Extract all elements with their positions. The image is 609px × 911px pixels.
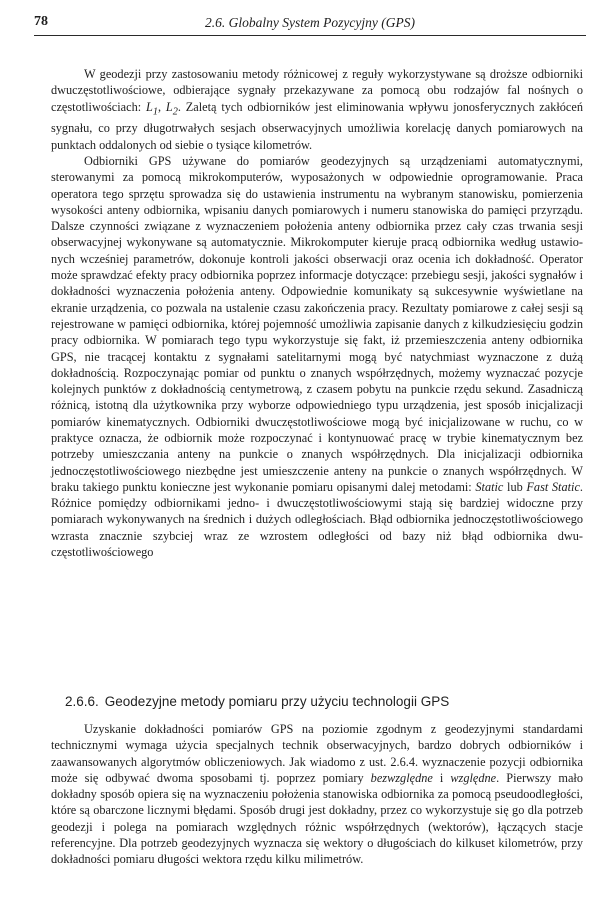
paragraph-3: Uzyskanie dokładności pomiarów GPS na poziomie zgodnym z geodezyjnymi standardami technicznymi wymaga użycia specjalnych technik obserwacyjnych, bardzo dobrych odbiorników i zaawansowanych algorytmów obliczeniowych. Jak wiadomo z ust. 2.6.4. wyznaczenie pozycji odbiornika może się odbywać dwoma sposobami tj. poprzez pomiary bezwzględne i względne. Pierwszy mało dokładny sposób opiera się na wyznaczeniu położenia stanowiska odbiornika za pomocą pseudoodległości, które są obarczone licznymi błędami. Sposób drugi jest dokładny, przez co wykorzystuje się go dla potrzeb geodezji i polega na pomiarach względnych różnic współrzędnych (wektorów), łączących stacje referencyjne. Dla potrzeb geodezyjnych wyznacza się wektory o długościach do kilkuset kilometrów, przy dokładności pomiaru długości wektora rzędu kilku milimetrów. bbox=[51, 722, 583, 867]
section-title: Geodezyjne metody pomiaru przy użyciu technologii GPS bbox=[104, 694, 450, 709]
frequency-l2: $L_2$ bbox=[165, 99, 178, 118]
body-text-block-2 bbox=[51, 721, 583, 868]
body-text-block-1 bbox=[51, 66, 583, 560]
method-static: Static bbox=[475, 479, 504, 494]
running-header bbox=[34, 13, 586, 36]
page-number: 78 bbox=[34, 14, 48, 29]
section-number: 2.6.6. bbox=[65, 694, 99, 709]
section-heading bbox=[65, 694, 449, 709]
frequency-l1: $L_1$ bbox=[146, 99, 158, 118]
running-title: 2.6. Globalny System Pozycyjny (GPS) bbox=[205, 15, 415, 30]
term-relative: względne bbox=[450, 770, 497, 785]
paragraph-2: Odbiorniki GPS używane do pomiarów geodezyjnych są urządzeniami automatycznymi, sterowanymi za pomocą mikrokomputerów, wyposażonych w odpowiednie oprogramowanie. Praca operatora tego sprzętu sprowadza się do ustawienia instrumentu na wybranym stanowisku, pomierzenia wysokości anteny odbiornika, wpisaniu danych pomiarowych i numeru stanowiska do pamięci przyrządu. Dalsze czynności związane z wyznaczeniem położenia anteny odbiornika przez cały czas trwania sesji obserwacyjnej wykonywane są automatycznie. Mikrokomputer kieruje pracą odbiornika według ustawionych wcześniej parametrów, dokonuje kontroli jakości obserwacji oraz ocenia ich dokładność. Operator może sprawdzać efekty pracy odbiornika poprzez informacje dotyczące: przebiegu sesji, jakości sygnałów i dokładności wyznaczenia położenia anteny. Odpowiednie komunikaty są sukcesywnie wyświetlane na ekranie urządzenia, co pozwala na ustalenie czasu zakończenia pracy. Rezultaty pomiarowe z całej sesji są rejestrowane w pamięci odbiornika, której pojemność umożliwia zapisanie danych z kilkudziesięciu godzin pracy odbiornika. W pomiarach tego typu wykorzystuje się fakt, iż przemieszczenia anteny odbiornika GPS, nie tracącej kontaktu z sygnałami satelitarnymi mogą być natychmiast wyznaczone z dużą dokładnością. Rozpoczynając pomiar od punktu o znanych współrzędnych, możemy wyznaczać pozycje kolejnych punktów z dokładnością centymetrową, z czasem pobytu na punkcie rzędu sekund. Zasadniczą różnicą, istotną dla użytkownika przy wyborze odpowiedniego typu urządzenia, jest sposób inicjalizacji pomiarów kinematycznych. Odbiorniki dwuczęstotliwościowe mogą być inicjalizowane w ruchu, co w praktyce oznacza, że odbiornik może rozpoczynać i kontynuować pracę w trybie kinematycznym bez potrzeby umieszczania anteny na punkcie o znanych współrzędnych. Dla inicjalizacji odbiornika jednoczęstotliwościowego niezbędne jest umieszczenie anteny na punkcie o znanych współrzędnych. W braku takiego punktu konieczne jest wykonanie pomiaru opisanymi dalej metodami: Static lub Fast Static. Różnice pomiędzy odbiornikami jedno- i dwuczęstotliwościowymi stają się bardziej widoczne przy pomiarach wykonywanych na średnich i dużych odległościach. Błąd odbiornika jednoczęstotliwościowego wzrasta znacznie szybciej wraz ze wzrostem odległości od bazy niż błąd odbiornika dwuczęstotliwościowego bbox=[51, 153, 583, 560]
paragraph-1: W geodezji przy zastosowaniu metody różnicowej z reguły wykorzystywane są droższe odbiorniki dwuczęstotliwościowe, odbierające sygnały przekazywane za pomocą obu rodzajów fal nośnych o częstotliwościach: $L_1$, $L_2$. Zaletą tych odbiorników jest eliminowania wpływu jonosferycznych zakłóceń sygnału, co przy długotrwałych sesjach obserwacyjnych umożliwia korelację danych pomiarowych na punktach oddalonych od siebie o tysiące kilometrów. bbox=[51, 67, 583, 152]
method-fast-static: Fast Static bbox=[526, 479, 580, 494]
term-absolute: bezwzględne bbox=[370, 770, 433, 785]
